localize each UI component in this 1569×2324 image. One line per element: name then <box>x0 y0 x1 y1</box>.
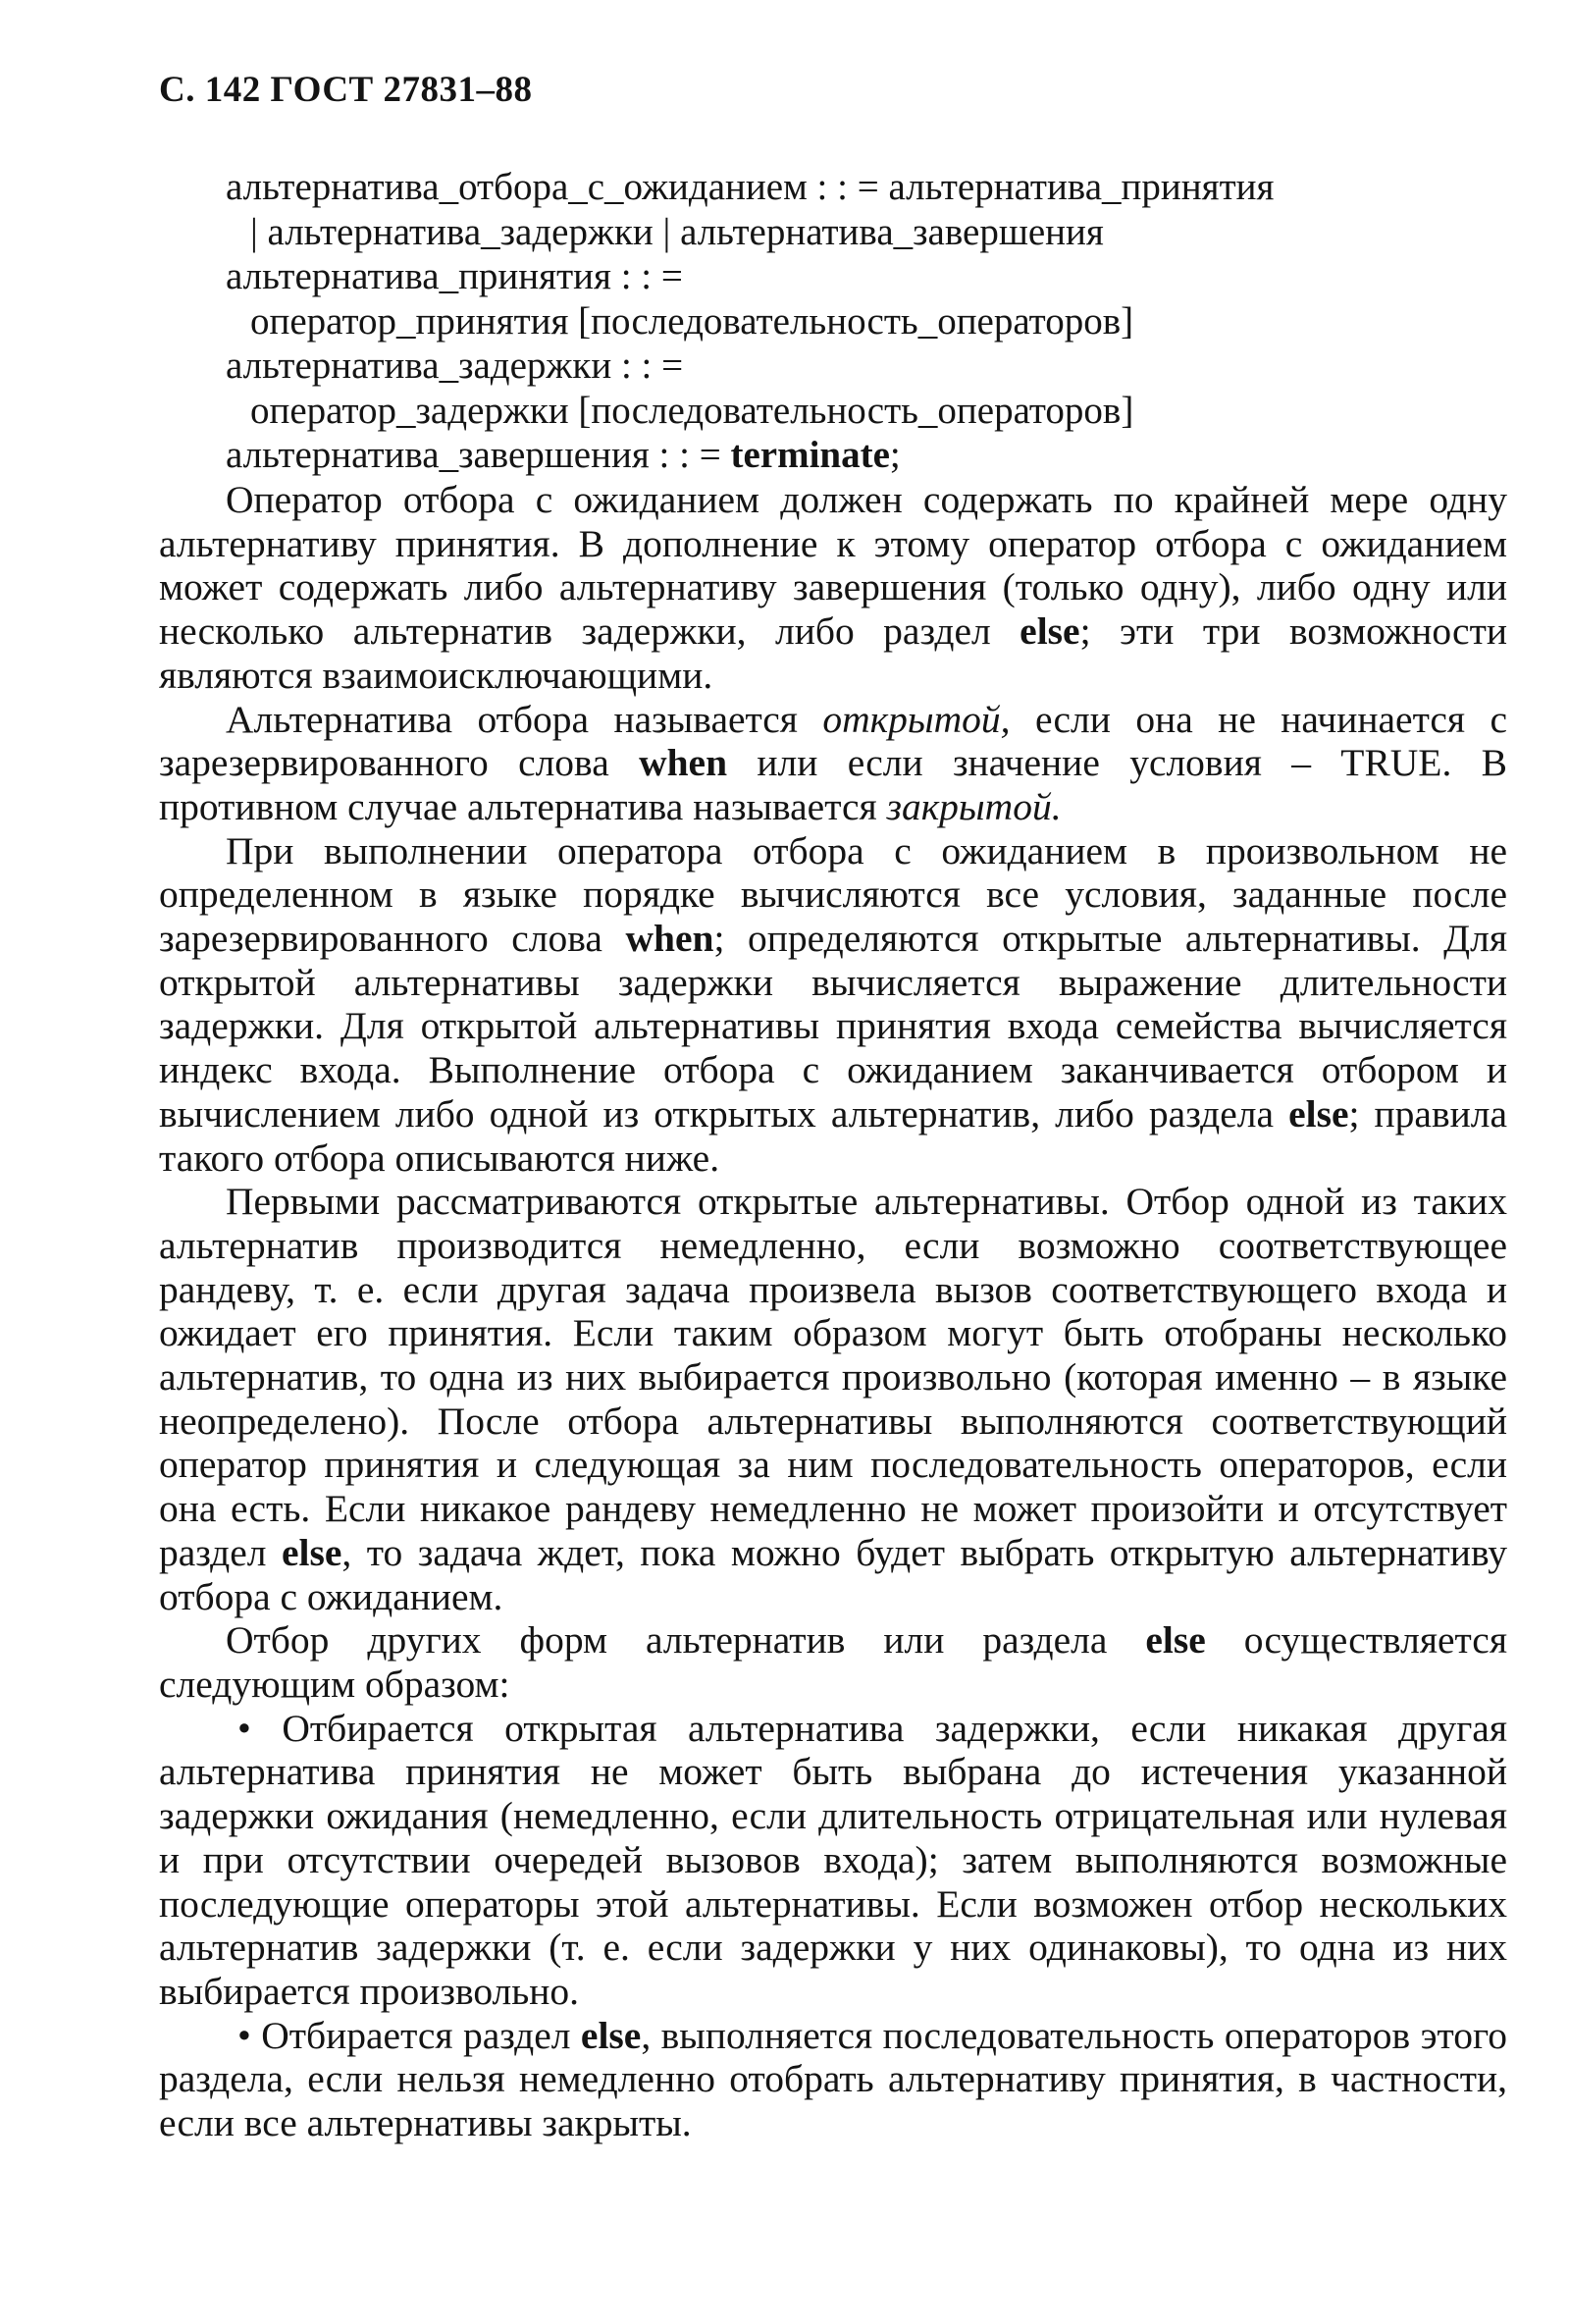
paragraph <box>159 698 1507 829</box>
grammar-text: альтернатива_завершения : : = <box>226 434 731 476</box>
grammar-line: оператор_принятия [последовательность_операторов] <box>250 299 1134 343</box>
keyword-else: else <box>1288 1091 1349 1136</box>
term-open: открытой, <box>822 697 1011 741</box>
text: • Отбирается раздел <box>237 2013 581 2057</box>
text: • Отбирается открытая альтернатива задержки, если никакая другая альтернатива принятия не может быть выбрана до истечения указанной задержки ожидания (немедленно, если длительность отрицательная или нулевая и при отсутствии очередей вызовов входа); затем выполняются возможные последующие операторы этой альтернативы. Если возможен отбор нескольких альтернатив задержки (т. е. если задержки у них одинаковы), то одна из них выбирается произвольно. <box>159 1706 1507 2013</box>
text: Оператор отбора с ожиданием должен содержать по крайней мере одну альтернативу принятия. В дополнение к этому оператор отбора с ожиданием может содержать либо альтернативу завершения (только одну), либо одну или несколько альтернатив задержки, либо раздел <box>159 478 1507 654</box>
paragraph <box>159 1618 1507 1706</box>
term-closed: закрытой. <box>886 784 1062 828</box>
paragraph <box>159 829 1507 1181</box>
keyword-else: else <box>1145 1618 1206 1663</box>
text: ; определяются открытые альтернативы. Для открытой альтернативы задержки вычисляется выражение длительности задержки. Для открытой альтернативы принятия входа семейства вычисляется индекс входа. Выполнение отбора с ожиданием заканчивается отбором и вычислением либо одной из открытых альтернатив, либо раздела <box>159 917 1508 1136</box>
grammar-block <box>226 165 1501 478</box>
grammar-line: альтернатива_задержки : : = <box>226 344 684 387</box>
text: , выполняется последовательность операторов этого раздела, если нельзя немедленно отобрать альтернативу принятия, в частности, если все альтернативы закрыты. <box>159 2013 1508 2145</box>
text: ; эти три возможности являются взаимоисключающими. <box>159 609 1507 697</box>
bullet-paragraph <box>159 2014 1507 2145</box>
body-text <box>159 478 1507 2145</box>
keyword-when: when <box>625 917 714 961</box>
keyword-terminate: terminate <box>730 434 890 476</box>
grammar-line: альтернатива_принятия : : = <box>226 255 683 297</box>
keyword-else: else <box>580 2013 642 2057</box>
keyword-else: else <box>282 1530 342 1574</box>
text: При выполнении оператора отбора с ожиданием в произвольном не определенном в языке порядке вычисляются все условия, заданные после зарезервированного слова <box>159 828 1507 961</box>
grammar-line: | альтернатива_задержки | альтернатива_завершения <box>250 210 1104 253</box>
grammar-line <box>226 433 1501 478</box>
grammar-line: альтернатива_отбора_с_ожиданием : : = альтернатива_принятия <box>226 166 1275 208</box>
text: если она не начинается с зарезервированного слова <box>159 697 1507 785</box>
keyword-else: else <box>1020 609 1080 654</box>
text: ; правила такого отбора описываются ниже. <box>159 1091 1507 1180</box>
text: Первыми рассматриваются открытые альтернативы. Отбор одной из таких альтернатив производится немедленно, если возможно соответствующее рандеву, т. е. если другая задача произвела вызов соответствующего входа и ожидает его принятия. Если таким образом могут быть отобраны несколько альтернатив, то одна из них выбирается произвольно (которая именно – в языке неопределено). После отбора альтернативы выполняются соответствующий оператор принятия и следующая за ним последовательность операторов, если она есть. Если никакое рандеву немедленно не может произойти и отсутствует раздел <box>159 1180 1507 1574</box>
text: осуществляется следующим образом: <box>159 1618 1507 1706</box>
paragraph <box>159 1180 1507 1618</box>
text: или если значение условия – TRUE. В противном случае альтернатива называется <box>159 741 1507 828</box>
bullet-paragraph <box>159 1707 1507 2014</box>
grammar-line: оператор_задержки [последовательность_операторов] <box>250 389 1134 432</box>
text: Отбор других форм альтернатив или раздела <box>226 1618 1146 1663</box>
text: Альтернатива отбора называется <box>226 697 823 741</box>
keyword-when: when <box>639 741 728 785</box>
paragraph <box>159 478 1507 698</box>
text: , то задача ждет, пока можно будет выбрать открытую альтернативу отбора с ожиданием. <box>159 1530 1507 1618</box>
page-header: С. 142 ГОСТ 27831–88 <box>159 70 533 110</box>
grammar-text: ; <box>889 434 901 476</box>
